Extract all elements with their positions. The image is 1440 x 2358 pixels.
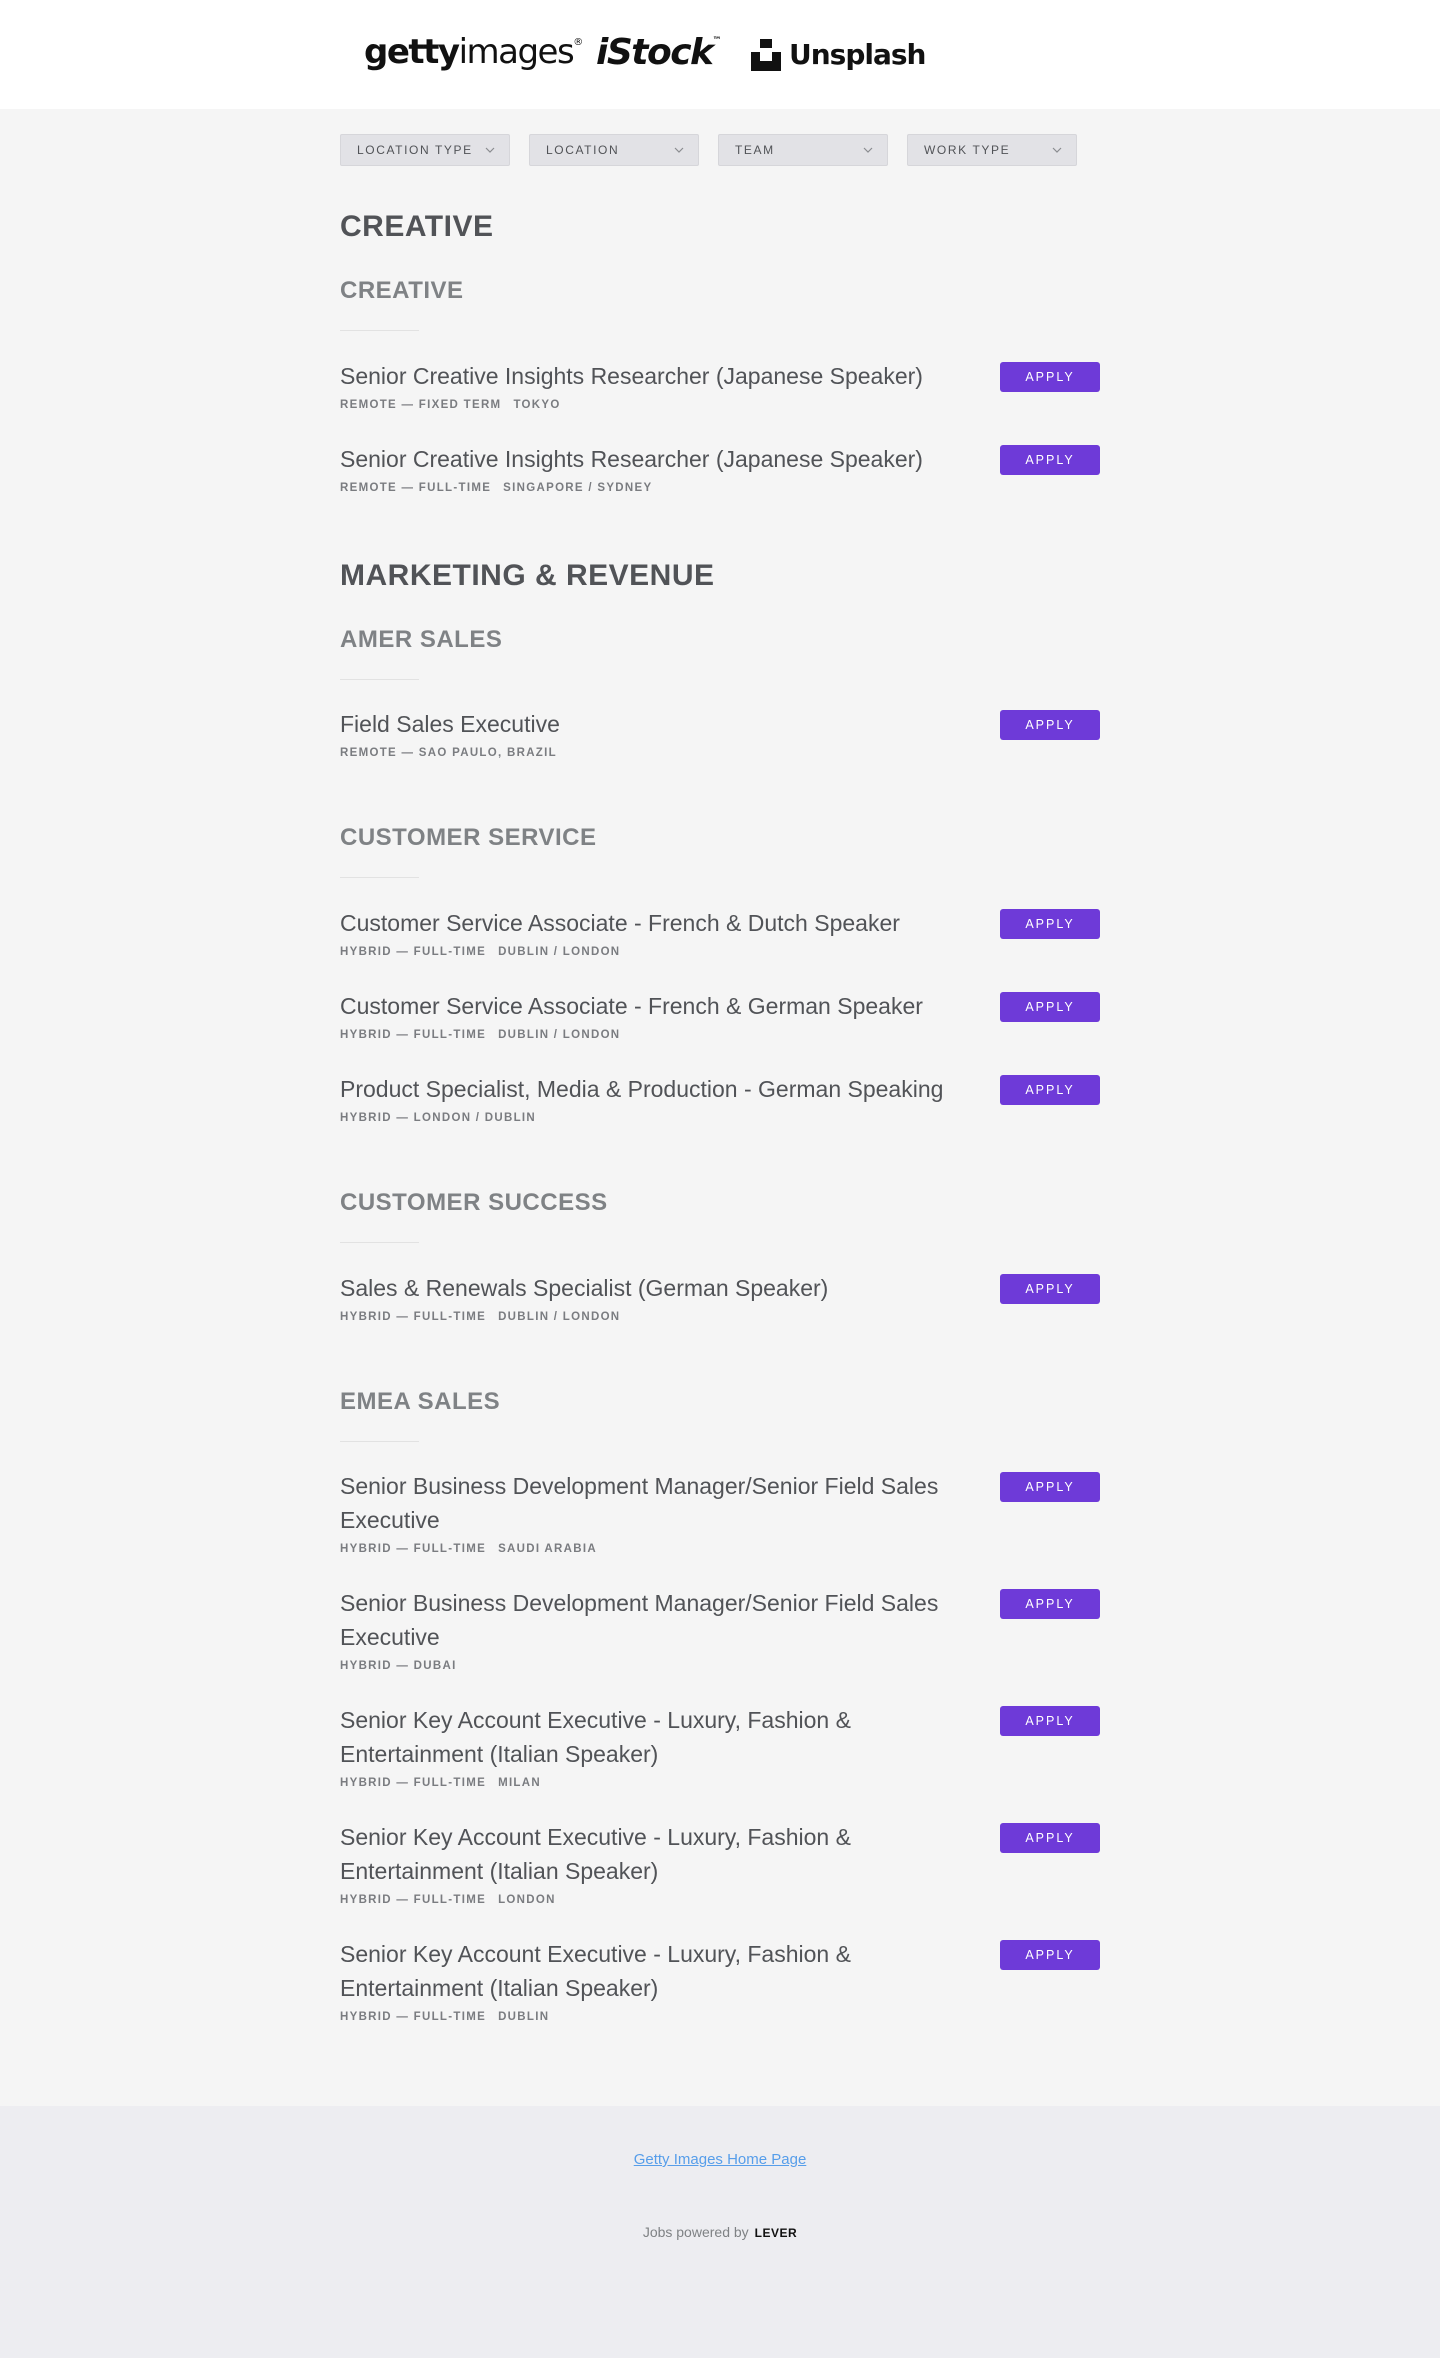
job-posting[interactable] bbox=[340, 1703, 1100, 1789]
team-heading-creative: CREATIVE bbox=[340, 210, 494, 243]
posting-title[interactable]: Product Specialist, Media & Production - German Speaking bbox=[340, 1076, 944, 1102]
posting-categories bbox=[340, 1311, 1100, 1323]
istock-logo[interactable] bbox=[596, 32, 722, 73]
posting-title[interactable]: Senior Business Development Manager/Senior Field Sales Executive bbox=[340, 1473, 939, 1533]
gettyimages-logo[interactable] bbox=[364, 32, 583, 72]
filter-team[interactable] bbox=[718, 134, 888, 166]
trademark-mark: ™ bbox=[712, 36, 722, 46]
posting-commitment: HYBRID — FULL-TIME bbox=[340, 2011, 487, 2023]
registered-mark: ® bbox=[573, 36, 584, 48]
job-posting[interactable] bbox=[340, 442, 1100, 494]
apply-button[interactable]: APPLY bbox=[1000, 1823, 1100, 1853]
job-posting[interactable] bbox=[340, 989, 1100, 1041]
posting-categories bbox=[340, 1543, 1100, 1555]
apply-button[interactable]: APPLY bbox=[1000, 1274, 1100, 1304]
apply-button[interactable]: APPLY bbox=[1000, 1472, 1100, 1502]
posting-title[interactable]: Field Sales Executive bbox=[340, 711, 560, 737]
job-posting[interactable] bbox=[340, 906, 1100, 958]
posting-commitment: HYBRID — FULL-TIME bbox=[340, 946, 487, 958]
posting-commitment: REMOTE — FULL-TIME bbox=[340, 482, 492, 494]
section-divider bbox=[340, 679, 419, 680]
team-heading-marketing-revenue: MARKETING & REVENUE bbox=[340, 559, 715, 592]
powered-by-text: Jobs powered by bbox=[642, 2224, 749, 2240]
job-posting[interactable] bbox=[340, 1820, 1100, 1906]
posting-commitment: REMOTE — FIXED TERM bbox=[340, 399, 502, 411]
posting-commitment: HYBRID — FULL-TIME bbox=[340, 1543, 487, 1555]
job-posting[interactable] bbox=[340, 1271, 1100, 1323]
chevron-down-icon bbox=[485, 147, 495, 154]
posting-title[interactable]: Senior Creative Insights Researcher (Japanese Speaker) bbox=[340, 363, 923, 389]
department-heading-customer-service: CUSTOMER SERVICE bbox=[340, 824, 597, 851]
department-heading-customer-success: CUSTOMER SUCCESS bbox=[340, 1189, 608, 1216]
posting-categories bbox=[340, 1777, 1100, 1789]
posting-location: DUBLIN / LONDON bbox=[498, 946, 621, 958]
filter-label: LOCATION TYPE bbox=[357, 143, 473, 157]
posting-title[interactable]: Customer Service Associate - French & German Speaker bbox=[340, 993, 923, 1019]
posting-categories bbox=[340, 482, 1100, 494]
posting-categories bbox=[340, 1112, 1100, 1124]
filter-work-type[interactable] bbox=[907, 134, 1077, 166]
posting-categories bbox=[340, 1029, 1100, 1041]
posting-title[interactable]: Senior Creative Insights Researcher (Japanese Speaker) bbox=[340, 446, 923, 472]
unsplash-icon bbox=[751, 39, 781, 71]
gettyimages-logo-suffix: images bbox=[458, 32, 574, 72]
section-divider bbox=[340, 330, 419, 331]
filter-label: LOCATION bbox=[546, 143, 620, 157]
job-posting[interactable] bbox=[340, 1586, 1100, 1672]
posting-categories bbox=[340, 747, 1100, 759]
apply-button[interactable]: APPLY bbox=[1000, 1589, 1100, 1619]
apply-button[interactable]: APPLY bbox=[1000, 1940, 1100, 1970]
job-posting[interactable] bbox=[340, 359, 1100, 411]
posting-location: SAUDI ARABIA bbox=[498, 1543, 597, 1555]
lever-logo[interactable]: LEVER bbox=[754, 2226, 798, 2240]
posting-categories bbox=[340, 399, 1100, 411]
posting-commitment: HYBRID — FULL-TIME bbox=[340, 1311, 487, 1323]
chevron-down-icon bbox=[674, 147, 684, 154]
page-footer bbox=[0, 2106, 1440, 2358]
posting-commitment: REMOTE — SAO PAULO, BRAZIL bbox=[340, 747, 557, 759]
posting-categories bbox=[340, 1660, 1100, 1672]
posting-commitment: HYBRID — DUBAI bbox=[340, 1660, 457, 1672]
istock-logo-text: iStock bbox=[596, 32, 713, 73]
section-divider bbox=[340, 1242, 419, 1243]
apply-button[interactable]: APPLY bbox=[1000, 362, 1100, 392]
posting-title[interactable]: Senior Key Account Executive - Luxury, Fashion & Entertainment (Italian Speaker) bbox=[340, 1707, 851, 1767]
apply-button[interactable]: APPLY bbox=[1000, 1075, 1100, 1105]
job-posting[interactable] bbox=[340, 707, 1100, 759]
posting-categories bbox=[340, 2011, 1100, 2023]
job-posting[interactable] bbox=[340, 1937, 1100, 2023]
department-heading-creative: CREATIVE bbox=[340, 277, 464, 304]
gettyimages-logo-prefix: getty bbox=[364, 32, 459, 72]
posting-location: DUBLIN bbox=[498, 2011, 550, 2023]
posting-location: SINGAPORE / SYDNEY bbox=[503, 482, 653, 494]
section-divider bbox=[340, 1441, 419, 1442]
job-posting[interactable] bbox=[340, 1469, 1100, 1555]
filter-location-type[interactable] bbox=[340, 134, 510, 166]
apply-button[interactable]: APPLY bbox=[1000, 445, 1100, 475]
department-heading-amer-sales: AMER SALES bbox=[340, 626, 503, 653]
chevron-down-icon bbox=[1052, 147, 1062, 154]
chevron-down-icon bbox=[863, 147, 873, 154]
apply-button[interactable]: APPLY bbox=[1000, 992, 1100, 1022]
department-heading-emea-sales: EMEA SALES bbox=[340, 1388, 501, 1415]
filter-bar bbox=[340, 134, 1096, 166]
posting-commitment: HYBRID — FULL-TIME bbox=[340, 1894, 487, 1906]
posting-commitment: HYBRID — FULL-TIME bbox=[340, 1029, 487, 1041]
posting-title[interactable]: Senior Key Account Executive - Luxury, Fashion & Entertainment (Italian Speaker) bbox=[340, 1941, 851, 2001]
apply-button[interactable]: APPLY bbox=[1000, 909, 1100, 939]
posting-title[interactable]: Sales & Renewals Specialist (German Speaker) bbox=[340, 1275, 829, 1301]
apply-button[interactable]: APPLY bbox=[1000, 710, 1100, 740]
getty-home-link[interactable]: Getty Images Home Page bbox=[633, 2151, 807, 2168]
section-divider bbox=[340, 877, 419, 878]
unsplash-logo[interactable] bbox=[751, 38, 925, 71]
posting-title[interactable]: Senior Key Account Executive - Luxury, Fashion & Entertainment (Italian Speaker) bbox=[340, 1824, 851, 1884]
brand-header bbox=[0, 0, 1440, 109]
posting-commitment: HYBRID — LONDON / DUBLIN bbox=[340, 1112, 537, 1124]
posting-location: MILAN bbox=[498, 1777, 541, 1789]
powered-by-lever bbox=[0, 2224, 1440, 2240]
job-posting[interactable] bbox=[340, 1072, 1100, 1124]
posting-title[interactable]: Senior Business Development Manager/Senior Field Sales Executive bbox=[340, 1590, 939, 1650]
filter-label: WORK TYPE bbox=[924, 143, 1011, 157]
posting-location: DUBLIN / LONDON bbox=[498, 1311, 621, 1323]
posting-categories bbox=[340, 946, 1100, 958]
posting-location: DUBLIN / LONDON bbox=[498, 1029, 621, 1041]
apply-button[interactable]: APPLY bbox=[1000, 1706, 1100, 1736]
posting-commitment: HYBRID — FULL-TIME bbox=[340, 1777, 487, 1789]
posting-location: TOKYO bbox=[513, 399, 561, 411]
posting-location: LONDON bbox=[498, 1894, 556, 1906]
filter-location[interactable] bbox=[529, 134, 699, 166]
unsplash-logo-text: Unsplash bbox=[789, 38, 926, 71]
posting-title[interactable]: Customer Service Associate - French & Dutch Speaker bbox=[340, 910, 900, 936]
filter-label: TEAM bbox=[735, 143, 775, 157]
posting-categories bbox=[340, 1894, 1100, 1906]
